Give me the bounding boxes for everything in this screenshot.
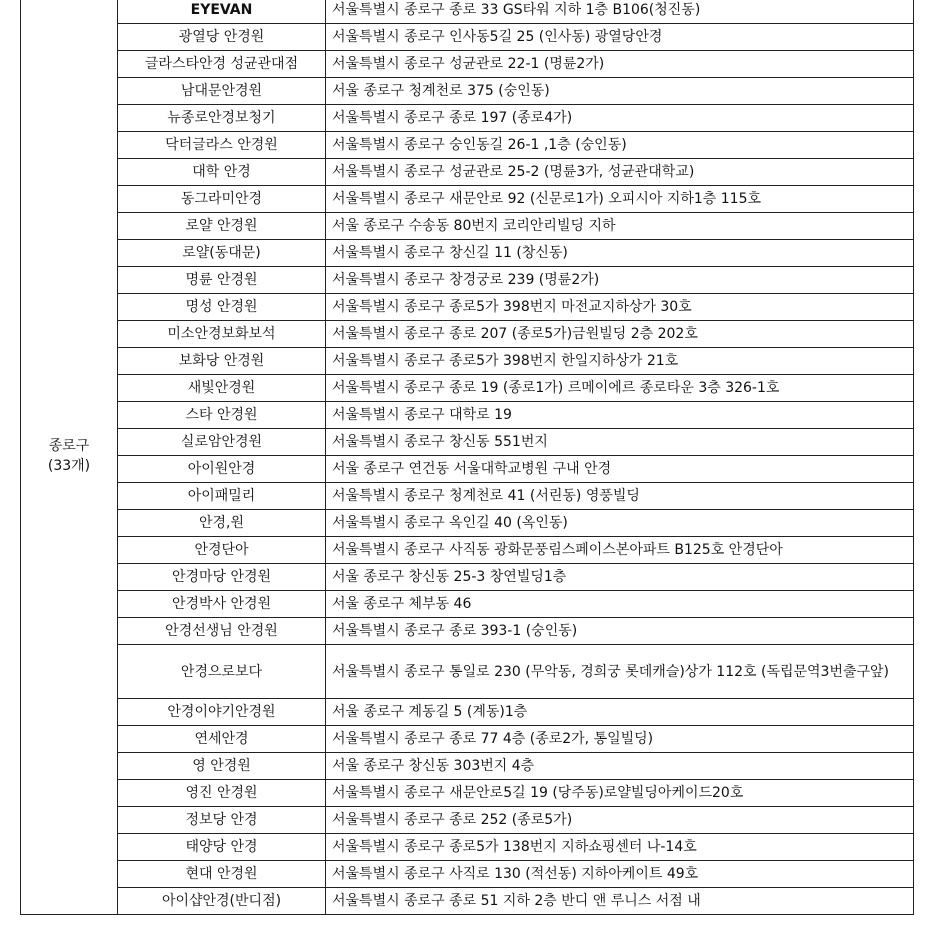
table-row: [21, 780, 914, 807]
table-row: [21, 726, 914, 753]
store-address: 서울특별시 종로구 종로5가 138번지 지하쇼핑센터 나-14호: [326, 834, 914, 861]
store-name: 안경박사 안경원: [118, 591, 326, 618]
store-address: 서울특별시 종로구 통일로 230 (무악동, 경희궁 롯데캐슬)상가 112호 (독립문역3번출구앞): [326, 645, 914, 699]
store-name: 아이샵안경(반디점): [118, 888, 326, 915]
store-address: 서울특별시 종로구 옥인길 40 (옥인동): [326, 510, 914, 537]
store-address: 서울특별시 종로구 종로 77 4층 (종로2가, 통일빌딩): [326, 726, 914, 753]
store-name: 안경으로보다: [118, 645, 326, 699]
store-name: 아이원안경: [118, 456, 326, 483]
store-address: 서울 종로구 계동길 5 (계동)1층: [326, 699, 914, 726]
store-name: 로얄(동대문): [118, 240, 326, 267]
table-row: [21, 699, 914, 726]
store-address: 서울 종로구 수송동 80번지 코리안리빌딩 지하: [326, 213, 914, 240]
store-address: 서울특별시 종로구 창신길 11 (창신동): [326, 240, 914, 267]
store-address: 서울특별시 종로구 숭인동길 26-1 ,1층 (숭인동): [326, 132, 914, 159]
store-name: 현대 안경원: [118, 861, 326, 888]
store-name: 대학 안경: [118, 159, 326, 186]
table-row: [21, 537, 914, 564]
store-address: 서울 종로구 연건동 서울대학교병원 구내 안경: [326, 456, 914, 483]
store-address: 서울특별시 종로구 성균관로 22-1 (명륜2가): [326, 51, 914, 78]
region-count: (33개): [47, 457, 91, 474]
table-row: [21, 51, 914, 78]
table-row: [21, 807, 914, 834]
store-name: 태양당 안경: [118, 834, 326, 861]
table-row: [21, 645, 914, 699]
store-name: 닥터글라스 안경원: [118, 132, 326, 159]
store-name: 영진 안경원: [118, 780, 326, 807]
store-name: 명륜 안경원: [118, 267, 326, 294]
store-name: 보화당 안경원: [118, 348, 326, 375]
store-address: 서울특별시 종로구 종로 207 (종로5가)금원빌딩 2층 202호: [326, 321, 914, 348]
store-name: 연세안경: [118, 726, 326, 753]
store-name: 남대문안경원: [118, 78, 326, 105]
table-row: [21, 213, 914, 240]
table-row: [21, 240, 914, 267]
region-cell: [21, 0, 118, 915]
store-address: 서울특별시 종로구 종로 51 지하 2층 반디 앤 루니스 서점 내: [326, 888, 914, 915]
store-name: 미소안경보화보석: [118, 321, 326, 348]
store-address: 서울특별시 종로구 인사동5길 25 (인사동) 광열당안경: [326, 24, 914, 51]
store-name: 안경이야기안경원: [118, 699, 326, 726]
store-name: 새빛안경원: [118, 375, 326, 402]
store-name: 아이패밀리: [118, 483, 326, 510]
table-row: [21, 132, 914, 159]
table-row: [21, 429, 914, 456]
table-row: [21, 375, 914, 402]
store-name: 정보당 안경: [118, 807, 326, 834]
region-name: 종로구: [48, 437, 90, 454]
table-row: [21, 105, 914, 132]
store-name: 글라스타안경 성균관대점: [118, 51, 326, 78]
store-address: 서울특별시 종로구 종로5가 398번지 마전교지하상가 30호: [326, 294, 914, 321]
table-row: [21, 159, 914, 186]
table-row: [21, 888, 914, 915]
store-name: EYEVAN: [118, 0, 326, 24]
table-row: [21, 0, 914, 24]
store-address: 서울특별시 종로구 새문안로 92 (신문로1가) 오피시아 지하1층 115호: [326, 186, 914, 213]
table-row: [21, 564, 914, 591]
table-row: [21, 834, 914, 861]
store-name: 안경마당 안경원: [118, 564, 326, 591]
store-address: 서울특별시 종로구 종로 197 (종로4가): [326, 105, 914, 132]
table-row: [21, 402, 914, 429]
table-row: [21, 510, 914, 537]
store-name: 안경선생님 안경원: [118, 618, 326, 645]
table-row: [21, 456, 914, 483]
store-address: 서울특별시 종로구 종로5가 398번지 한일지하상가 21호: [326, 348, 914, 375]
store-table: [20, 0, 914, 915]
store-name: 스타 안경원: [118, 402, 326, 429]
table-row: [21, 861, 914, 888]
store-name: 안경단아: [118, 537, 326, 564]
store-name: 동그라미안경: [118, 186, 326, 213]
store-address: 서울특별시 종로구 종로 252 (종로5가): [326, 807, 914, 834]
store-name: 실로암안경원: [118, 429, 326, 456]
store-address: 서울특별시 종로구 성균관로 25-2 (명륜3가, 성균관대학교): [326, 159, 914, 186]
table-row: [21, 591, 914, 618]
store-table-body: [21, 0, 914, 915]
table-row: [21, 78, 914, 105]
store-name: 명성 안경원: [118, 294, 326, 321]
store-address: 서울 종로구 청계천로 375 (숭인동): [326, 78, 914, 105]
store-address: 서울특별시 종로구 사직로 130 (적선동) 지하아케이트 49호: [326, 861, 914, 888]
store-address: 서울특별시 종로구 종로 19 (종로1가) 르메이에르 종로타운 3층 326-1호: [326, 375, 914, 402]
store-address: 서울특별시 종로구 종로 393-1 (숭인동): [326, 618, 914, 645]
table-row: [21, 294, 914, 321]
table-row: [21, 618, 914, 645]
store-address: 서울 종로구 체부동 46: [326, 591, 914, 618]
table-row: [21, 186, 914, 213]
store-name: 광열당 안경원: [118, 24, 326, 51]
store-address: 서울 종로구 창신동 303번지 4층: [326, 753, 914, 780]
store-name: 안경,원: [118, 510, 326, 537]
table-row: [21, 753, 914, 780]
store-address: 서울특별시 종로구 종로 33 GS타워 지하 1층 B106(청진동): [326, 0, 914, 24]
table-row: [21, 24, 914, 51]
store-name: 뉴종로안경보청기: [118, 105, 326, 132]
store-name: 로얄 안경원: [118, 213, 326, 240]
table-row: [21, 267, 914, 294]
table-row: [21, 483, 914, 510]
store-address: 서울특별시 종로구 사직동 광화문풍림스페이스본아파트 B125호 안경단아: [326, 537, 914, 564]
store-address: 서울특별시 종로구 창신동 551번지: [326, 429, 914, 456]
store-name: 영 안경원: [118, 753, 326, 780]
table-row: [21, 348, 914, 375]
store-address: 서울특별시 종로구 대학로 19: [326, 402, 914, 429]
table-row: [21, 321, 914, 348]
store-address: 서울 종로구 창신동 25-3 창연빌딩1층: [326, 564, 914, 591]
store-address: 서울특별시 종로구 청계천로 41 (서린동) 영풍빌딩: [326, 483, 914, 510]
store-address: 서울특별시 종로구 창경궁로 239 (명륜2가): [326, 267, 914, 294]
store-address: 서울특별시 종로구 새문안로5길 19 (당주동)로얄빌딩아케이드20호: [326, 780, 914, 807]
